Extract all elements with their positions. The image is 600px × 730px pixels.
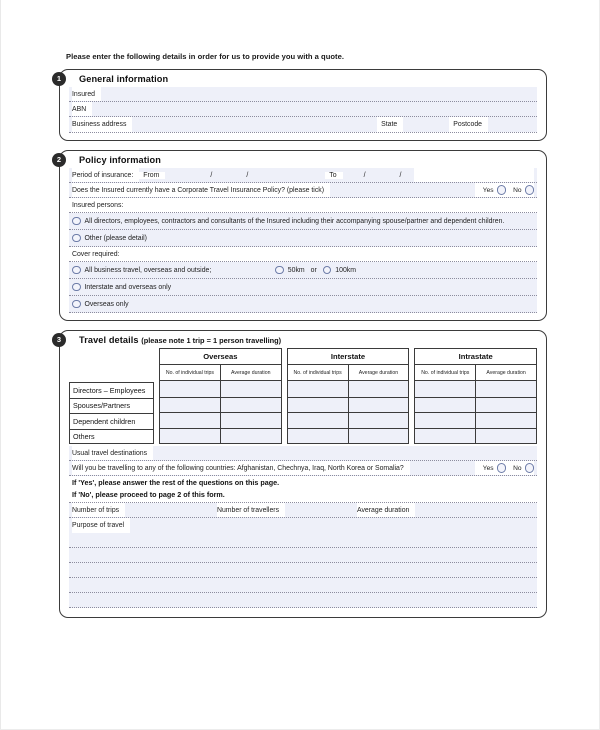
no-label: No: [513, 464, 522, 472]
intro-text: Please enter the following details in order for us to provide you with a quote.: [66, 52, 344, 61]
subheader-trips: No. of individual trips: [160, 365, 220, 380]
section-number-badge: 1: [52, 72, 66, 86]
option-row-insured-persons-other[interactable]: [69, 230, 537, 247]
table-row[interactable]: [160, 381, 281, 397]
cell-trips[interactable]: [288, 381, 348, 397]
cell-duration[interactable]: [475, 381, 536, 397]
cell-duration[interactable]: [220, 398, 281, 413]
number-of-travellers-label: Number of travellers: [217, 503, 285, 517]
cover-required-label: Cover required:: [72, 250, 120, 258]
travel-title-text: Travel details: [79, 335, 139, 345]
travel-group-overseas: [159, 348, 282, 444]
group-header-label: Interstate: [287, 348, 410, 365]
purpose-line[interactable]: [69, 593, 537, 608]
table-row[interactable]: [160, 412, 281, 428]
subheader-duration: Average duration: [348, 365, 409, 380]
table-row-label: Spouses/Partners: [69, 398, 154, 414]
travel-title-note: (please note 1 trip = 1 person travelling): [141, 336, 282, 345]
table-row[interactable]: [288, 412, 409, 428]
cell-trips[interactable]: [415, 398, 475, 413]
cell-duration[interactable]: [475, 413, 536, 428]
cell-trips[interactable]: [160, 413, 220, 428]
cell-duration[interactable]: [220, 413, 281, 428]
section-policy-information: [56, 150, 547, 321]
purpose-of-travel-lines[interactable]: [69, 533, 537, 608]
cell-trips[interactable]: [160, 381, 220, 397]
from-slash-1: /: [210, 171, 213, 179]
group-header-label: Overseas: [159, 348, 282, 365]
from-slash-2: /: [246, 171, 249, 179]
radio-distance-50km[interactable]: [275, 266, 284, 275]
table-row-label: Directors – Employees: [69, 382, 154, 398]
table-row[interactable]: [288, 381, 409, 397]
travel-table-row-labels: [69, 348, 154, 444]
cell-duration[interactable]: [475, 429, 536, 444]
abn-label: ABN: [72, 102, 92, 116]
subheader-duration: Average duration: [475, 365, 536, 380]
section-title-travel: [69, 335, 537, 345]
countries-question-label: Will you be travelling to any of the following countries: Afghanistan, Chechnya, Iraq, North Korea or Somalia?: [72, 461, 410, 475]
table-row[interactable]: [288, 428, 409, 444]
radio-cover-all-business-travel[interactable]: [72, 266, 81, 275]
existing-policy-question: Does the Insured currently have a Corporate Travel Insurance Policy? (please tick): [72, 183, 330, 197]
field-row-usual-destinations[interactable]: [69, 446, 537, 461]
field-row-trip-summary[interactable]: [69, 503, 537, 518]
radio-existing-policy-yes[interactable]: [497, 185, 507, 195]
radio-existing-policy-no[interactable]: [525, 185, 535, 195]
to-slash-1: /: [363, 171, 366, 179]
purpose-line[interactable]: [69, 578, 537, 593]
option-row-insured-persons-all[interactable]: [69, 213, 537, 230]
purpose-of-travel-header: [69, 518, 537, 533]
cover-option-label: All business travel, overseas and outside;: [84, 266, 212, 274]
to-slash-2: /: [399, 171, 402, 179]
avg-duration-field[interactable]: [357, 503, 534, 517]
cell-duration[interactable]: [220, 381, 281, 397]
section-general-information: [56, 69, 547, 141]
cell-trips[interactable]: [288, 429, 348, 444]
distance-conjunction: or: [310, 266, 317, 274]
cell-duration[interactable]: [348, 381, 409, 397]
subheader-duration: Average duration: [220, 365, 281, 380]
insured-persons-option-label: All directors, employees, contractors and consultants of the Insured including their accompanying spouse/partner and dependent children.: [84, 217, 505, 225]
field-row-countries-question[interactable]: [69, 461, 537, 476]
radio-distance-100km[interactable]: [323, 266, 332, 275]
subheader-trips: No. of individual trips: [288, 365, 348, 380]
cell-trips[interactable]: [415, 413, 475, 428]
postcode-label: Postcode: [449, 117, 488, 132]
group-body: [287, 381, 410, 444]
cell-trips[interactable]: [288, 413, 348, 428]
travellers-field[interactable]: [217, 503, 357, 517]
field-row-abn[interactable]: [69, 102, 537, 117]
form-content: [56, 52, 547, 627]
period-of-insurance-label: Period of insurance:: [72, 168, 139, 182]
table-row[interactable]: [288, 397, 409, 413]
field-row-period-of-insurance[interactable]: [69, 168, 537, 183]
table-row[interactable]: [415, 381, 536, 397]
instruction-if-no: If 'No', please proceed to page 2 of this form.: [69, 488, 537, 503]
radio-insured-persons-all[interactable]: [72, 217, 81, 226]
yes-label: Yes: [482, 464, 494, 472]
purpose-line[interactable]: [69, 533, 537, 548]
distance-option-50km-label: 50km: [287, 266, 305, 274]
option-row-cover-interstate-overseas[interactable]: [69, 279, 537, 296]
cover-option-label: Overseas only: [84, 300, 129, 308]
option-row-cover-all-business-travel[interactable]: [69, 262, 537, 279]
subheader-trips: No. of individual trips: [415, 365, 475, 380]
radio-insured-persons-other[interactable]: [72, 234, 81, 243]
business-address-label: Business address: [72, 117, 132, 132]
from-label: From: [139, 172, 165, 179]
cell-duration[interactable]: [348, 429, 409, 444]
to-label: To: [325, 172, 342, 179]
field-row-existing-policy[interactable]: [69, 183, 537, 198]
trips-field[interactable]: [72, 503, 217, 517]
existing-policy-yesno[interactable]: [475, 183, 534, 197]
group-subheaders: [414, 365, 537, 381]
insured-persons-header: [69, 198, 537, 213]
cell-duration[interactable]: [475, 398, 536, 413]
group-subheaders: [287, 365, 410, 381]
period-date-group[interactable]: [139, 172, 414, 179]
table-row[interactable]: [160, 428, 281, 444]
option-row-cover-overseas-only[interactable]: [69, 296, 537, 313]
insured-label: Insured: [72, 87, 101, 101]
distance-option-100km-label: 100km: [335, 266, 356, 274]
section-number-badge: 3: [52, 333, 66, 347]
radio-countries-yes[interactable]: [497, 463, 507, 473]
group-body: [159, 381, 282, 444]
cell-duration[interactable]: [220, 429, 281, 444]
usual-destinations-label: Usual travel destinations: [72, 446, 153, 460]
period-trailing-space: [414, 168, 534, 182]
insured-persons-label: Insured persons:: [72, 201, 124, 209]
cell-trips[interactable]: [415, 381, 475, 397]
cell-trips[interactable]: [160, 398, 220, 413]
no-label: No: [513, 186, 522, 194]
section-travel-details: [56, 330, 547, 618]
table-row-label: Others: [69, 429, 154, 445]
state-label: State: [377, 117, 403, 132]
insured-persons-option-label: Other (please detail): [84, 234, 147, 242]
section-title-policy: Policy information: [79, 155, 161, 165]
cell-duration[interactable]: [348, 398, 409, 413]
purpose-line[interactable]: [69, 548, 537, 563]
section-number-badge: 2: [52, 153, 66, 167]
cell-duration[interactable]: [348, 413, 409, 428]
average-duration-label: Average duration: [357, 503, 415, 517]
countries-yesno[interactable]: [475, 461, 534, 475]
group-subheaders: [159, 365, 282, 381]
yes-label: Yes: [482, 186, 494, 194]
travel-group-intrastate: [414, 348, 537, 444]
cell-trips[interactable]: [160, 429, 220, 444]
cell-trips[interactable]: [415, 429, 475, 444]
radio-countries-no[interactable]: [525, 463, 535, 473]
group-body: [414, 381, 537, 444]
table-row[interactable]: [160, 397, 281, 413]
instruction-if-yes: If 'Yes', please answer the rest of the questions on this page.: [69, 476, 537, 488]
table-row-label: Dependent children: [69, 413, 154, 429]
table-row[interactable]: [415, 428, 536, 444]
table-row[interactable]: [415, 397, 536, 413]
radio-cover-overseas-only[interactable]: [72, 300, 81, 309]
field-row-insured[interactable]: [69, 87, 537, 102]
cover-required-header: [69, 247, 537, 262]
radio-cover-interstate-overseas[interactable]: [72, 283, 81, 292]
purpose-of-travel-label: Purpose of travel: [72, 518, 130, 533]
number-of-trips-label: Number of trips: [72, 503, 125, 517]
field-row-business-address[interactable]: [69, 117, 537, 132]
cover-option-label: Interstate and overseas only: [84, 283, 172, 291]
purpose-line[interactable]: [69, 563, 537, 578]
travel-details-table: [69, 348, 537, 444]
cell-trips[interactable]: [288, 398, 348, 413]
table-row[interactable]: [415, 412, 536, 428]
travel-group-interstate: [287, 348, 410, 444]
group-header-label: Intrastate: [414, 348, 537, 365]
section-title-general: General information: [79, 74, 169, 84]
